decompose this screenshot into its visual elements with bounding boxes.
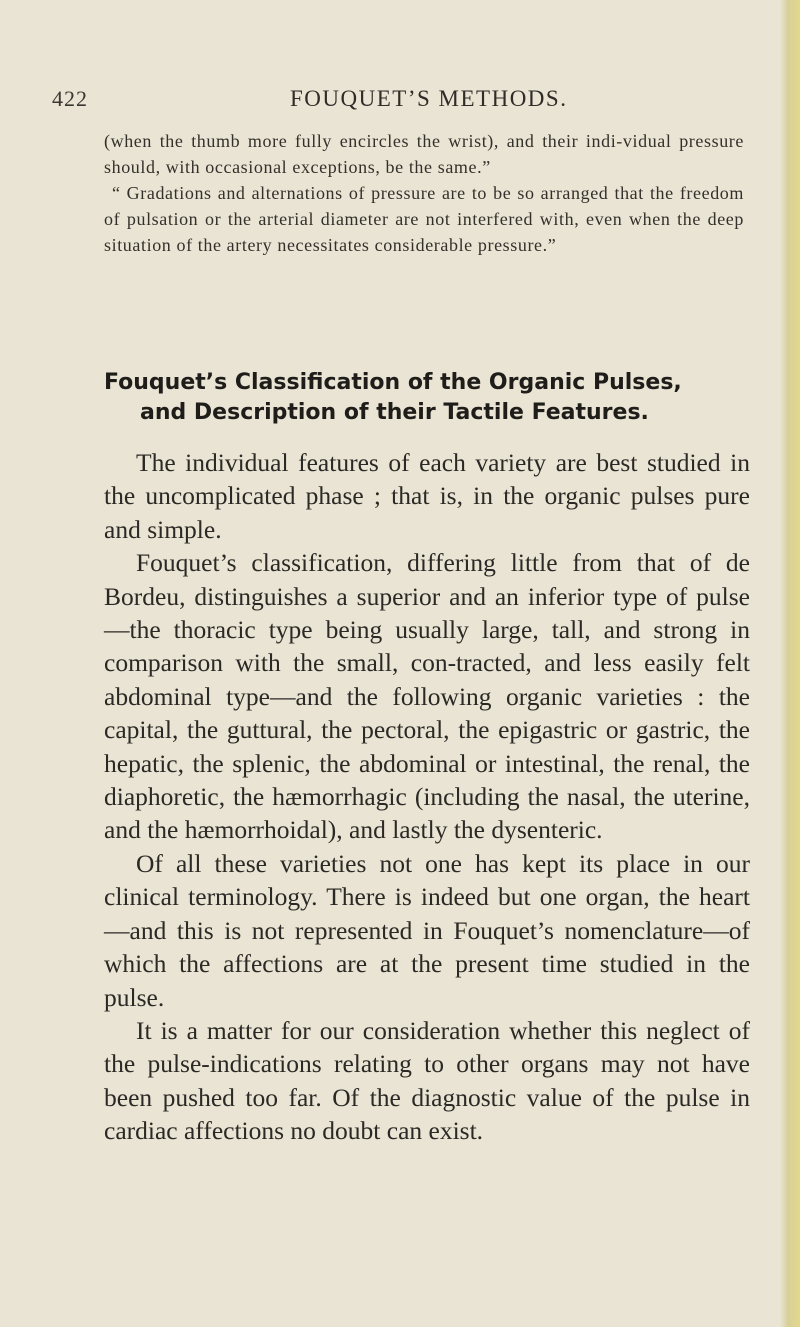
quote-paragraph: “ Gradations and alternations of pressure are to be so arranged that the freedom of pulsation or the arterial diameter are not interfered with, even when the deep situation of the artery necessitates considerable pressure.” <box>104 183 744 255</box>
body-paragraph: It is a matter for our consideration whether this neglect of the pulse-indications relating to other organs may not have been pushed too far. Of the diagnostic value of the pulse in cardiac affections no doubt can exist. <box>104 1015 750 1146</box>
body-paragraph: The individual features of each variety are best studied in the uncomplicated phase ; that is, in the organic pulses pure and simple. <box>104 448 750 544</box>
body-text <box>104 446 750 1148</box>
quote-paragraph: (when the thumb more fully encircles the wrist), and their indi-vidual pressure should, with occasional exceptions, be the same.” <box>104 131 744 177</box>
page-edge <box>780 0 800 1327</box>
page-header <box>52 86 752 122</box>
section-heading <box>104 368 744 428</box>
body-paragraph: Fouquet’s classification, differing little from that of de Bordeu, distinguishes a superior and an inferior type of pulse—the thoracic type being usually large, tall, and strong in comparison with the small, con-tracted, and less easily felt abdominal type—and the following organic varieties : the capital, the guttural, the pectoral, the epigastric or gastric, the hepatic, the splenic, the abdominal or intestinal, the renal, the diaphoretic, the hæmorrhagic (including the nasal, the uterine, and the hæmorrhoidal), and lastly the dysenteric. <box>104 548 750 845</box>
section-heading-line: Fouquet’s Classification of the Organic Pulses, <box>104 370 682 395</box>
page-number: 422 <box>52 86 88 111</box>
running-head: FOUQUET’S METHODS. <box>290 86 568 111</box>
body-paragraph: Of all these varieties not one has kept its place in our clinical terminology. There is indeed but one organ, the heart—and this is not represented in Fouquet’s nomenclature—of which the affections are at the present time studied in the pulse. <box>104 848 750 1012</box>
section-heading-line: and Description of their Tactile Features. <box>140 400 649 425</box>
continued-quote <box>104 128 744 258</box>
